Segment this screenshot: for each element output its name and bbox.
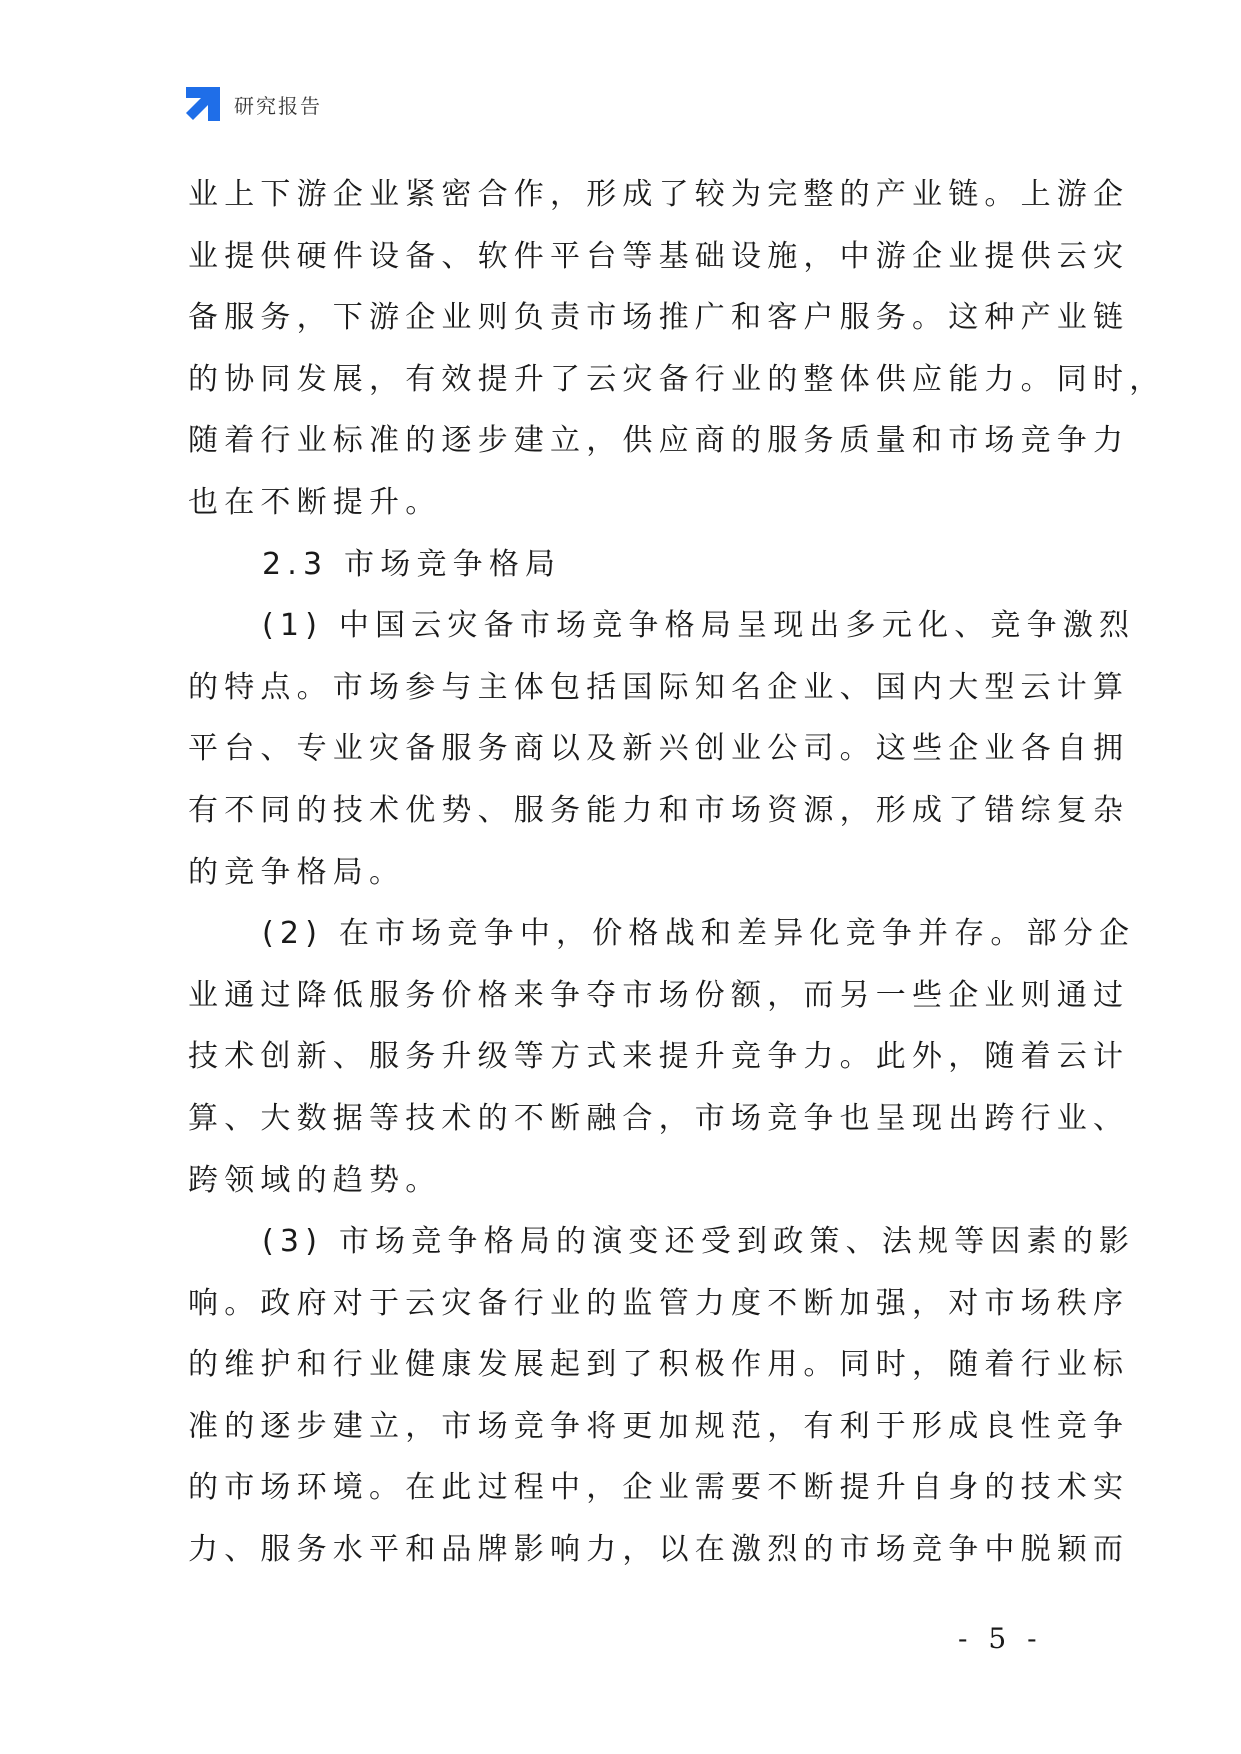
- arrow-logo-icon: [186, 87, 220, 121]
- text-line: 备服务，下游企业则负责市场推广和客户服务。这种产业链: [188, 300, 1130, 336]
- text-line: 业上下游企业紧密合作，形成了较为完整的产业链。上游企: [188, 177, 1130, 212]
- text-line: 的特点。市场参与主体包括国际知名企业、国内大型云计算: [188, 669, 1130, 705]
- text-line: 的市场环境。在此过程中，企业需要不断提升自身的技术实: [188, 1470, 1130, 1506]
- body-text: [188, 164, 1166, 1581]
- page-number: - 5 -: [958, 1622, 1043, 1655]
- text-line: 技术创新、服务升级等方式来提升竞争力。此外，随着云计: [188, 1039, 1130, 1075]
- paragraph-2-start: (2) 在市场竞争中，价格战和差异化竞争并存。部分企: [262, 916, 1136, 952]
- text-line: 的维护和行业健康发展起到了积极作用。同时，随着行业标: [188, 1347, 1130, 1383]
- section-heading: 2.3 市场竞争格局: [262, 546, 562, 582]
- paragraph-1-start: (1) 中国云灾备市场竞争格局呈现出多元化、竞争激烈: [262, 608, 1136, 644]
- text-line: 力、服务水平和品牌影响力，以在激烈的市场竞争中脱颖而: [188, 1532, 1130, 1568]
- text-line: 平台、专业灾备服务商以及新兴创业公司。这些企业各自拥: [188, 731, 1130, 767]
- text-line: 业通过降低服务价格来争夺市场份额，而另一些企业则通过: [188, 977, 1130, 1013]
- text-line: 有不同的技术优势、服务能力和市场资源，形成了错综复杂: [188, 792, 1130, 828]
- page-header: [186, 86, 322, 122]
- text-line: 算、大数据等技术的不断融合，市场竞争也呈现出跨行业、: [188, 1100, 1130, 1136]
- text-line: 随着行业标准的逐步建立，供应商的服务质量和市场竞争力: [188, 423, 1130, 459]
- header-title: 研究报告: [234, 93, 322, 118]
- text-line: 业提供硬件设备、软件平台等基础设施，中游企业提供云灾: [188, 238, 1130, 274]
- text-line: 也在不断提升。: [188, 484, 442, 520]
- text-line: 跨领域的趋势。: [188, 1162, 442, 1198]
- text-line: 的竞争格局。: [188, 854, 406, 890]
- paragraph-3-start: (3) 市场竞争格局的演变还受到政策、法规等因素的影: [262, 1224, 1136, 1260]
- text-line: 响。政府对于云灾备行业的监管力度不断加强，对市场秩序: [188, 1285, 1130, 1321]
- text-line: 准的逐步建立，市场竞争将更加规范，有利于形成良性竞争: [188, 1408, 1130, 1444]
- text-line: 的协同发展，有效提升了云灾备行业的整体供应能力。同时，: [188, 361, 1166, 397]
